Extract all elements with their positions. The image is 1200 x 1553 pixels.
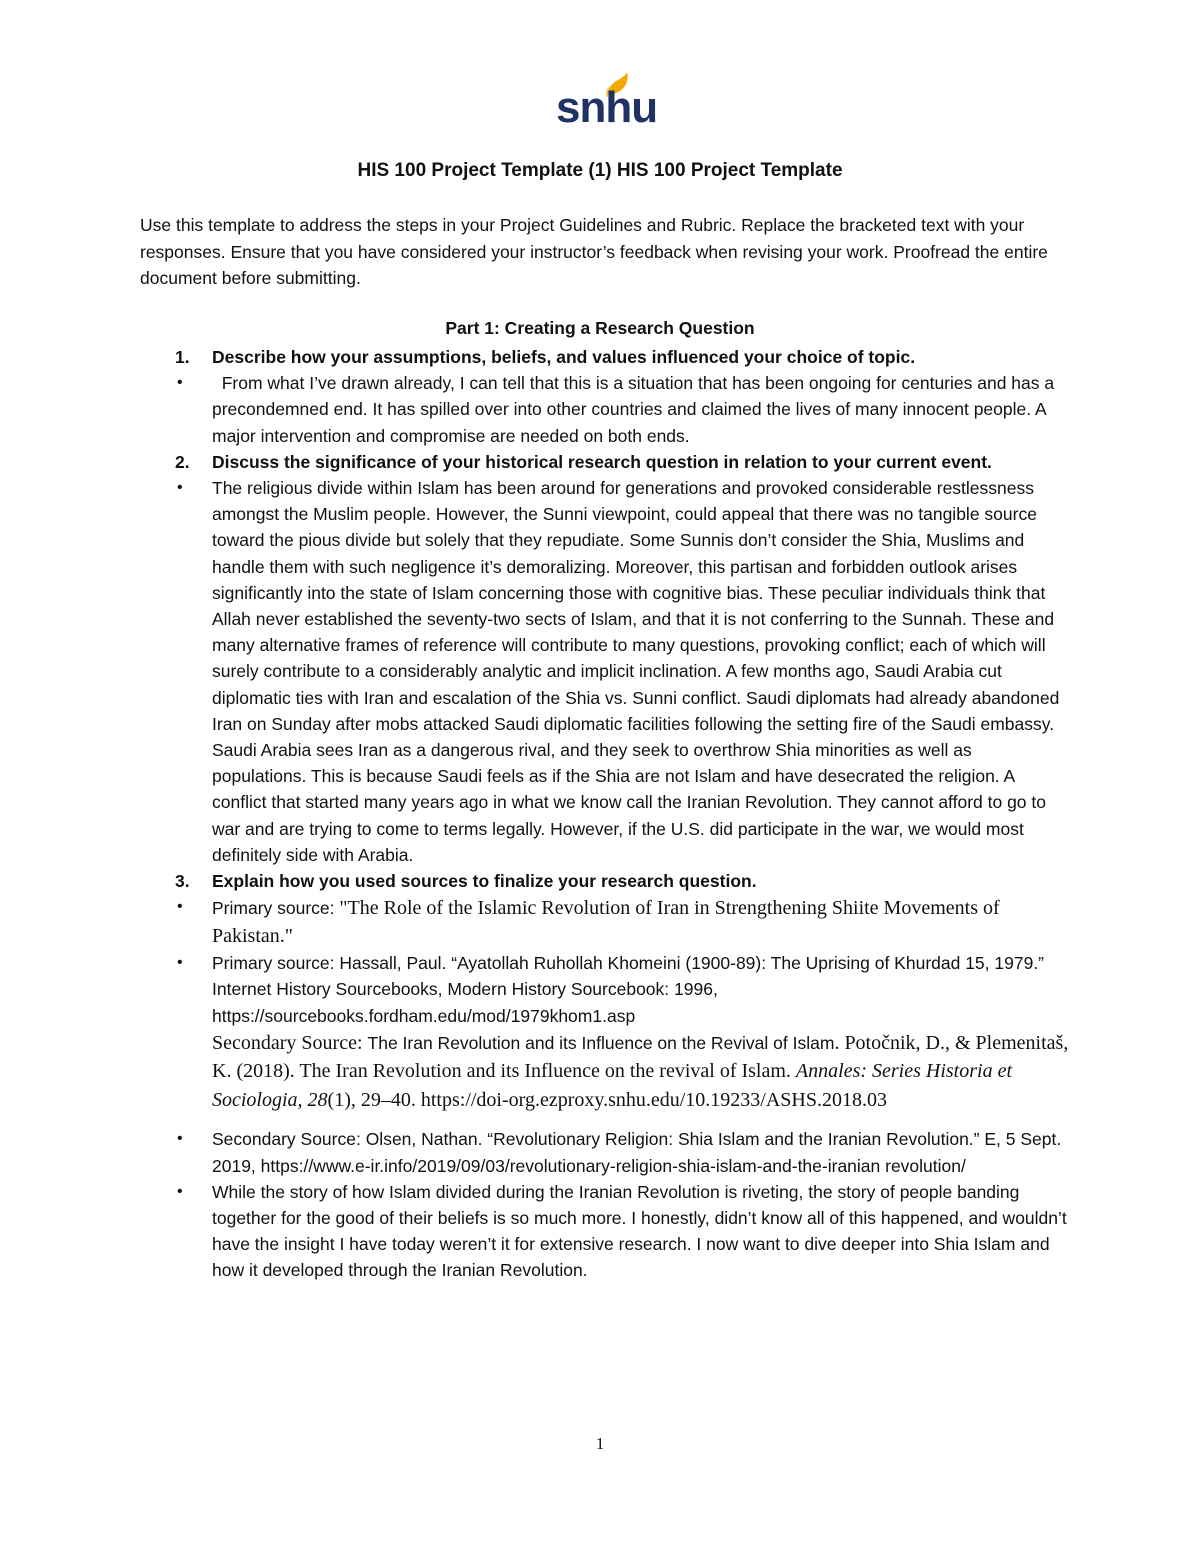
source-label: Primary source: [212, 898, 340, 919]
question-item [0, 449, 1200, 475]
source-item [0, 1126, 1200, 1178]
answer-text: The religious divide within Islam has been around for generations and provoked considerable restlessness amongst the Muslim people. However, the Sunni viewpoint, could appeal that there was no tangible source toward the pious divide but solely that they repudiate. Some Sunnis don’t consider the Shia, Muslims and handle them with such negligence it’s demoralizing. Moreover, this partisan and forbidden outlook arises significantly into the state of Islam concerning those with cognitive bias. These peculiar individuals think that Allah never established the seventy-two sects of Islam, and that it is not conferring to the Sunnah. These and many alternative frames of reference will contribute to many questions, provoking conflict; each of which will surely contribute to a considerably analytic and implicit inclination. A few months ago, Saudi Arabia cut diplomatic ties with Iran and escalation of the Shia vs. Sunni conflict. Saudi diplomats had already abandoned Iran on Sunday after mobs attacked Saudi diplomatic facilities following the setting fire of the Saudi embassy. Saudi Arabia sees Iran as a dangerous rival, and they seek to overthrow Shia minorities as well as populations. This is because Saudi feels as if the Shia are not Islam and have desecrated the religion. A conflict that started many years ago in what we know call the Iranian Revolution. They cannot afford to go to war and are trying to come to terms legally. However, if the U.S. did participate in the war, we would most definitely side with Arabia. [212, 478, 1060, 865]
bullet-icon: • [177, 954, 183, 972]
bullet-icon: • [177, 1130, 183, 1148]
source-label: Secondary Source: [212, 1031, 368, 1054]
source-item [0, 894, 1200, 950]
journal-volume: , 28 [297, 1088, 328, 1111]
logo-wordmark: snhu [556, 83, 658, 132]
source-item [0, 950, 1200, 1029]
closing-text: While the story of how Islam divided during the Iranian Revolution is riveting, the story of people banding together for the good of their beliefs is so much more. I honestly, didn’t know all of this happened, and wouldn’t have the insight I have today weren’t it for extensive research. I now want to dive deeper into Shia Islam and how it developed through the Iranian Revolution. [212, 1181, 1067, 1281]
question-item [0, 344, 1200, 370]
bullet-icon: • [177, 898, 183, 916]
source-separator: . [785, 1060, 796, 1083]
part-heading: Part 1: Creating a Research Question [445, 318, 755, 338]
source-citation: Primary source: Hassall, Paul. “Ayatollah Ruhollah Khomeini (1900-89): The Uprising of Khurdad 15, 1979.” Internet History Sourcebooks, Modern History Sourcebook: 1996, https://sourcebooks.fordham.edu/mod/1979khom1.asp [212, 953, 1045, 1026]
bullet-icon: • [177, 1182, 183, 1200]
document-body [0, 344, 1200, 1284]
source-citation: "The Role of the Islamic Revolution of Iran in Strengthening Shiite Movements of Pakistan." [212, 897, 1000, 948]
secondary-source-block [0, 1029, 1200, 1115]
bullet-icon: • [177, 479, 183, 497]
question-text: Describe how your assumptions, beliefs, and values influenced your choice of topic. [212, 347, 916, 367]
document-title: HIS 100 Project Template (1) HIS 100 Project Template [357, 160, 843, 181]
bullet-icon: • [177, 374, 183, 392]
question-text: Explain how you used sources to finalize your research question. [212, 871, 757, 892]
closing-item [0, 1179, 1200, 1284]
answer-text: From what I’ve drawn already, I can tell that this is a situation that has been ongoing for centuries and has a precondemned end. It has spilled over into other countries and claimed the lives of many innocent people. A major intervention and compromise are needed on both ends. [212, 373, 1055, 446]
list-number: 2. [175, 451, 190, 472]
journal-title: Annales: Series Historia et Sociologia [212, 1060, 1013, 1111]
journal-issue-doi: (1), 29–40. https://doi-org.ezproxy.snhu.edu/10.19233/ASHS.2018.03 [327, 1088, 887, 1111]
question-item [0, 868, 1200, 894]
page-number: 1 [595, 1434, 605, 1453]
answer-item [0, 370, 1200, 449]
list-number: 1. [175, 347, 190, 367]
intro-paragraph: Use this template to address the steps in your Project Guidelines and Rubric. Replace the bracketed text with your responses. Ensure that you have considered your instructor’s feedback when revising your work. Proofread the entire document before submitting. [140, 215, 1048, 288]
source-title: The Iran Revolution and its Influence on the Revival of Islam [367, 1032, 835, 1053]
source-citation-end: Islam [741, 1060, 786, 1083]
snhu-logo [554, 72, 658, 134]
source-citation: . Potočnik, D., & Plemenitaš, K. (2018). The Iran Revolution and its Influence on the revival of [212, 1031, 1069, 1083]
answer-item [0, 475, 1200, 868]
source-citation: Secondary Source: Olsen, Nathan. “Revolutionary Religion: Shia Islam and the Iranian Revolution.” E, 5 Sept. 2019, https://www.e-ir.info/2019/09/03/revolutionary-religion-shia-islam-and-the-iranian revolution/ [212, 1129, 1062, 1176]
list-number: 3. [175, 871, 190, 892]
question-text: Discuss the significance of your historical research question in relation to your current event. [212, 451, 992, 472]
